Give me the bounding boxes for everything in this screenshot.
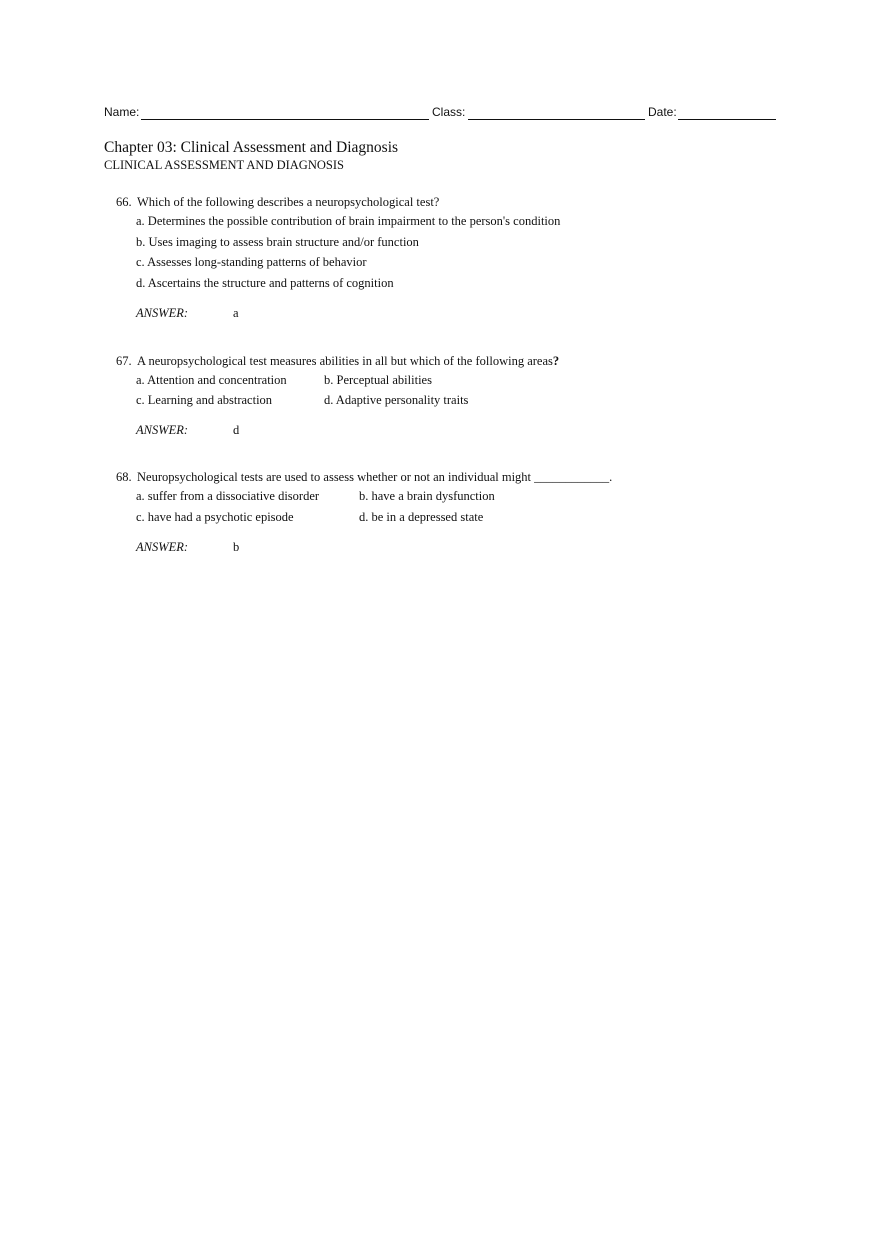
question-68 xyxy=(116,469,756,569)
option-c: c. Assesses long-standing patterns of behavior xyxy=(136,255,367,269)
question-number: 68. xyxy=(116,470,132,484)
name-blank-line xyxy=(141,119,429,120)
question-66 xyxy=(116,194,756,324)
option-a: a. suffer from a dissociative disorder xyxy=(136,489,320,503)
question-number: 66. xyxy=(116,195,132,209)
option-b: b. Uses imaging to assess brain structure and/or function xyxy=(136,235,419,249)
option-c: c. have had a psychotic episode xyxy=(136,510,294,524)
option-d: d. Adaptive personality traits xyxy=(324,393,469,407)
chapter-subtitle: CLINICAL ASSESSMENT AND DIAGNOSIS xyxy=(104,158,344,172)
question-stem xyxy=(116,469,612,485)
question-text: Which of the following describes a neuropsychological test? xyxy=(137,195,440,209)
answer-label: ANSWER: xyxy=(136,423,189,437)
option-b: b. have a brain dysfunction xyxy=(359,489,495,503)
question-stem xyxy=(116,353,559,369)
name-label: Name: xyxy=(104,105,140,119)
answer-label: ANSWER: xyxy=(136,540,189,554)
option-a: a. Attention and concentration xyxy=(136,373,287,387)
question-mark: ? xyxy=(552,354,560,368)
answer-value: a xyxy=(233,306,239,320)
question-67 xyxy=(116,353,756,453)
option-d: d. Ascertains the structure and patterns of cognition xyxy=(136,276,394,290)
class-label: Class: xyxy=(432,105,466,119)
option-c: c. Learning and abstraction xyxy=(136,393,273,407)
chapter-title: Chapter 03: Clinical Assessment and Diagnosis xyxy=(104,139,399,156)
question-text: A neuropsychological test measures abilities in all but which of the following areas xyxy=(137,354,553,368)
worksheet-header xyxy=(104,104,776,122)
date-blank-line xyxy=(678,119,776,120)
answer-value: d xyxy=(233,423,240,437)
option-d: d. be in a depressed state xyxy=(359,510,484,524)
class-blank-line xyxy=(468,119,645,120)
answer-label: ANSWER: xyxy=(136,306,189,320)
question-stem xyxy=(116,194,439,210)
question-text: Neuropsychological tests are used to assess whether or not an individual might ____________. xyxy=(137,470,613,484)
date-label: Date: xyxy=(648,105,677,119)
option-b: b. Perceptual abilities xyxy=(324,373,432,387)
question-number: 67. xyxy=(116,354,132,368)
option-a: a. Determines the possible contribution of brain impairment to the person's condition xyxy=(136,214,561,228)
answer-value: b xyxy=(233,540,240,554)
